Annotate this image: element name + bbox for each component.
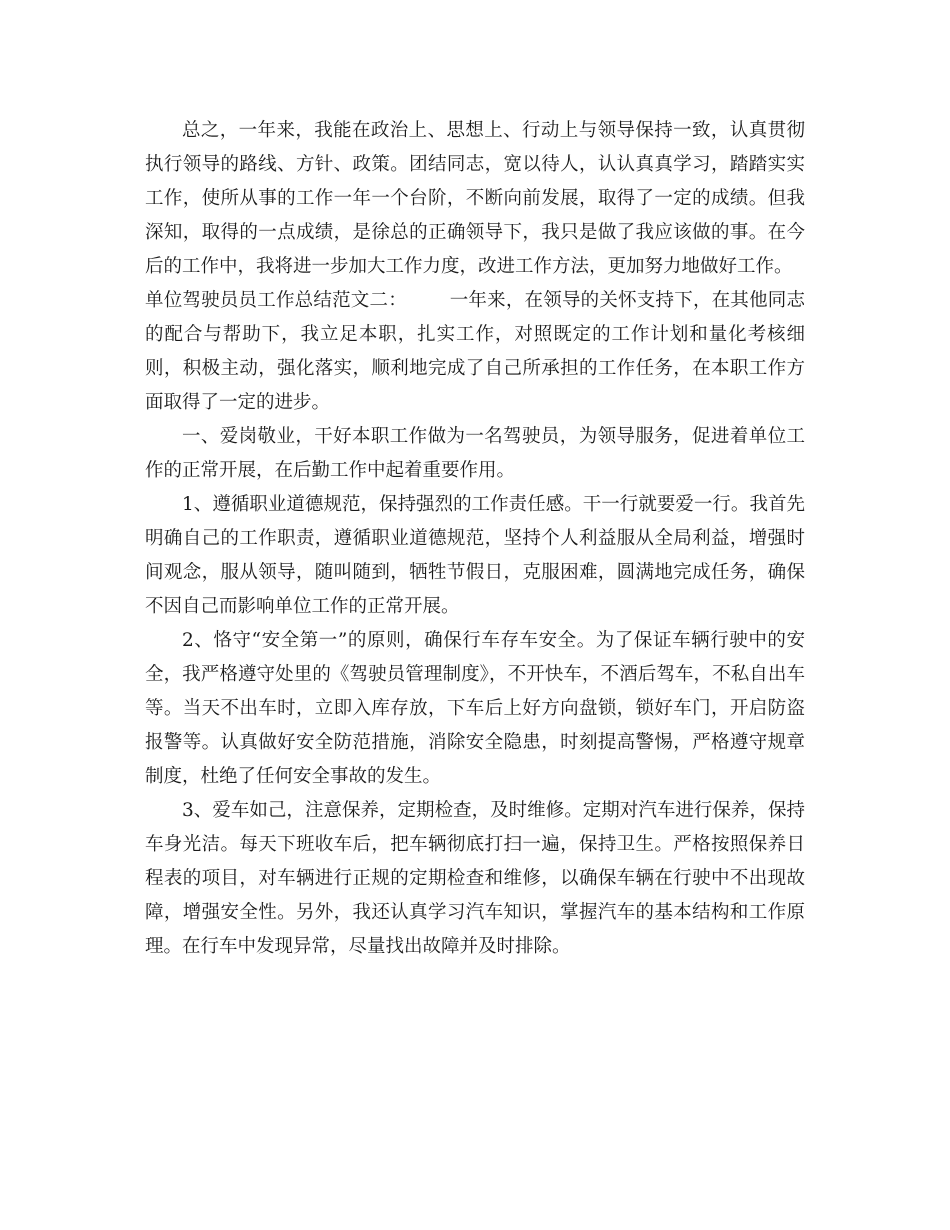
paragraph-item-1: 1、遵循职业道德规范，保持强烈的工作责任感。干一行就要爱一行。我首先明确自己的工作职责，遵循职业道德规范，坚持个人利益服从全局利益，增强时间观念，服从领导，随叫随到，牺牲节假日，克服困难，圆满地完成任务，确保不因自己而影响单位工作的正常开展。 bbox=[145, 494, 805, 617]
document-page bbox=[145, 114, 805, 964]
section-heading: 单位驾驶员员工作总结范文二： bbox=[145, 290, 407, 311]
paragraph-summary: 总之，一年来，我能在政治上、思想上、行动上与领导保持一致，认真贯彻执行领导的路线、方针、政策。团结同志，宽以待人，认认真真学习，踏踏实实工作，使所从事的工作一年一个台阶，不断向前发展，取得了一定的成绩。但我深知，取得的一点成绩，是徐总的正确领导下，我只是做了我应该做的事。在今后的工作中，我将进一步加大工作力度，改进工作方法，更加努力地做好工作。 bbox=[145, 120, 805, 277]
paragraph-item-2: 2、恪守“安全第一”的原则，确保行车存车安全。为了保证车辆行驶中的安全，我严格遵守处里的《驾驶员管理制度》，不开快车，不酒后驾车，不私自出车等。当天不出车时，立即入库存放，下车后上好方向盘锁，锁好车门，开启防盗报警等。认真做好安全防范措施，消除安全隐患，时刻提高警惕，严格遵守规章制度，杜绝了任何安全事故的发生。 bbox=[145, 630, 805, 787]
section-body: 一年来，在领导的关怀支持下，在其他同志的配合与帮助下，我立足本职，扎实工作，对照既定的工作计划和量化考核细则，积极主动，强化落实，顺利地完成了自己所承担的工作任务，在本职工作方面取得了一定的进步。 bbox=[145, 290, 805, 413]
paragraph-item-3: 3、爱车如己，注意保养，定期检查，及时维修。定期对汽车进行保养，保持车身光洁。每天下班收车后，把车辆彻底打扫一遍，保持卫生。严格按照保养日程表的项目，对车辆进行正规的定期检查和维修，以确保车辆在行驶中不出现故障，增强安全性。另外，我还认真学习汽车知识，掌握汽车的基本结构和工作原理。在行车中发现异常，尽量找出故障并及时排除。 bbox=[145, 800, 805, 957]
paragraph-section-two bbox=[145, 284, 805, 420]
paragraph-point-one: 一、爱岗敬业，干好本职工作做为一名驾驶员，为领导服务，促进着单位工作的正常开展，在后勤工作中起着重要作用。 bbox=[145, 426, 805, 481]
